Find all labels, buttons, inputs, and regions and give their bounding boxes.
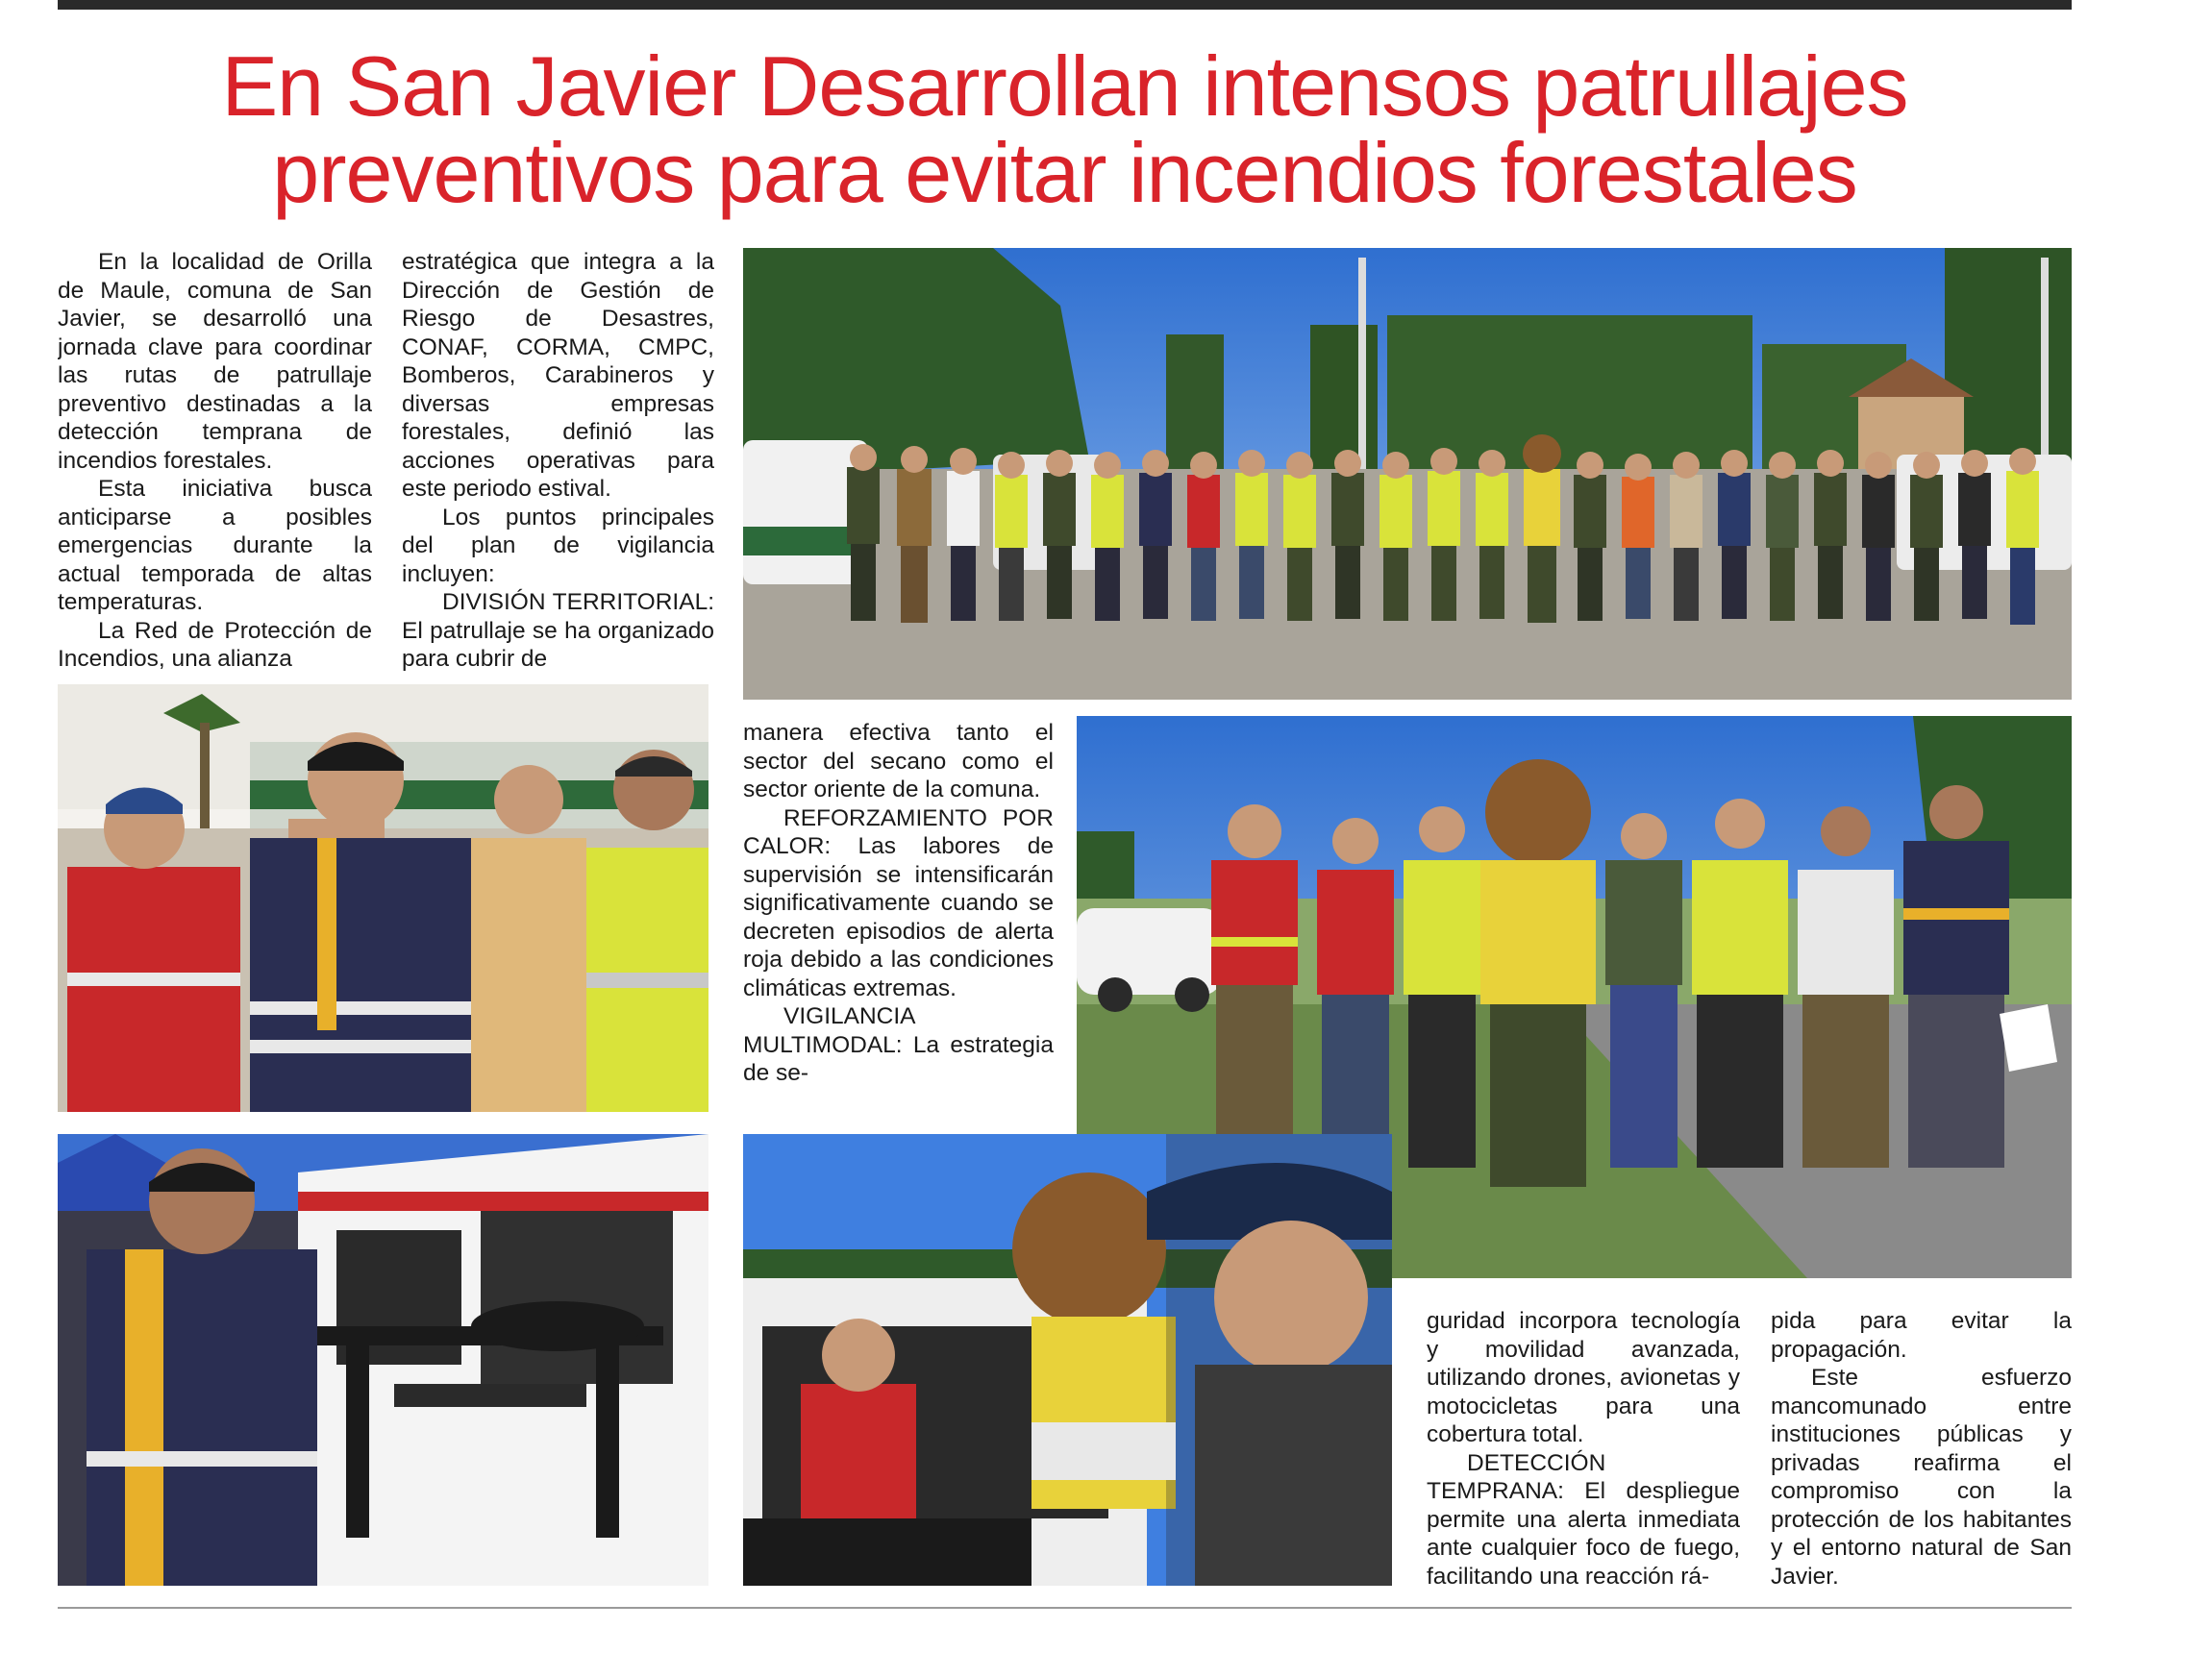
text-column-1 (58, 248, 372, 673)
paragraph: La Red de Protección de Incendios, una alianza (58, 617, 372, 672)
paragraph: REFORZAMIENTO POR CALOR: Las labores de supervisión se intensificarán significativamente cuando se decreten episodios de alerta roja debido a las condiciones climáticas extremas. (743, 804, 1054, 1001)
paragraph: guridad incorpora tecnología y movilidad avanzada, utilizando drones, avionetas y motocicletas para una cobertura total. (1427, 1308, 1740, 1447)
paragraph: pida para evitar la propagación. (1771, 1308, 2072, 1363)
paragraph: Esta iniciativa busca anticiparse a posibles emergencias durante la actual temporada de altas temperaturas. (58, 476, 372, 615)
headline-line-1: En San Javier Desarrollan intensos patrullajes (221, 38, 1908, 134)
paragraph: Este esfuerzo mancomunado entre instituciones públicas y privadas reafirma el compromiso con la protección de los habitantes y el entorno natural de San Javier. (1771, 1365, 2072, 1590)
paragraph: DETECCIÓN TEMPRANA: El despliegue permite una alerta inmediata ante cualquier foco de fuego, facilitando una reacción rá- (1427, 1449, 1740, 1590)
text-column-3 (743, 719, 1054, 1123)
top-rule (58, 0, 2072, 10)
paragraph: VIGILANCIA MULTIMODAL: La estrategia de se- (743, 1003, 1054, 1086)
paragraph: En la localidad de Orilla de Maule, comuna de San Javier, se desarrolló una jornada clave para coordinar las rutas de patrullaje preventivo destinadas a la detección temprana de incendios forestales. (58, 249, 372, 474)
headline-line-2: preventivos para evitar incendios forestales (272, 125, 1857, 220)
drone-inspection-photo (58, 1134, 708, 1586)
mascot-car-flyer-photo (743, 1134, 1392, 1586)
officials-meeting-photo (58, 684, 708, 1112)
text-column-5 (1771, 1307, 2072, 1595)
bottom-rule (58, 1607, 2072, 1609)
headline (58, 38, 2072, 220)
paragraph: manera efectiva tanto el sector del secano como el sector oriente de la comuna. (743, 720, 1054, 802)
text-column-2 (402, 248, 714, 673)
paragraph: Los puntos principales del plan de vigilancia incluyen: (402, 504, 714, 587)
paragraph: DIVISIÓN TERRITORIAL: El patrullaje se ha organizado para cubrir de (402, 589, 714, 672)
paragraph: estratégica que integra a la Dirección de Gestión de Riesgo de Desastres, CONAF, CORMA, CMPC, Bomberos, Carabineros y diversas empresas forestales, definió las acciones operativas para este periodo estival. (402, 249, 714, 502)
text-column-4 (1427, 1307, 1740, 1595)
group-patrol-photo (743, 248, 2072, 700)
